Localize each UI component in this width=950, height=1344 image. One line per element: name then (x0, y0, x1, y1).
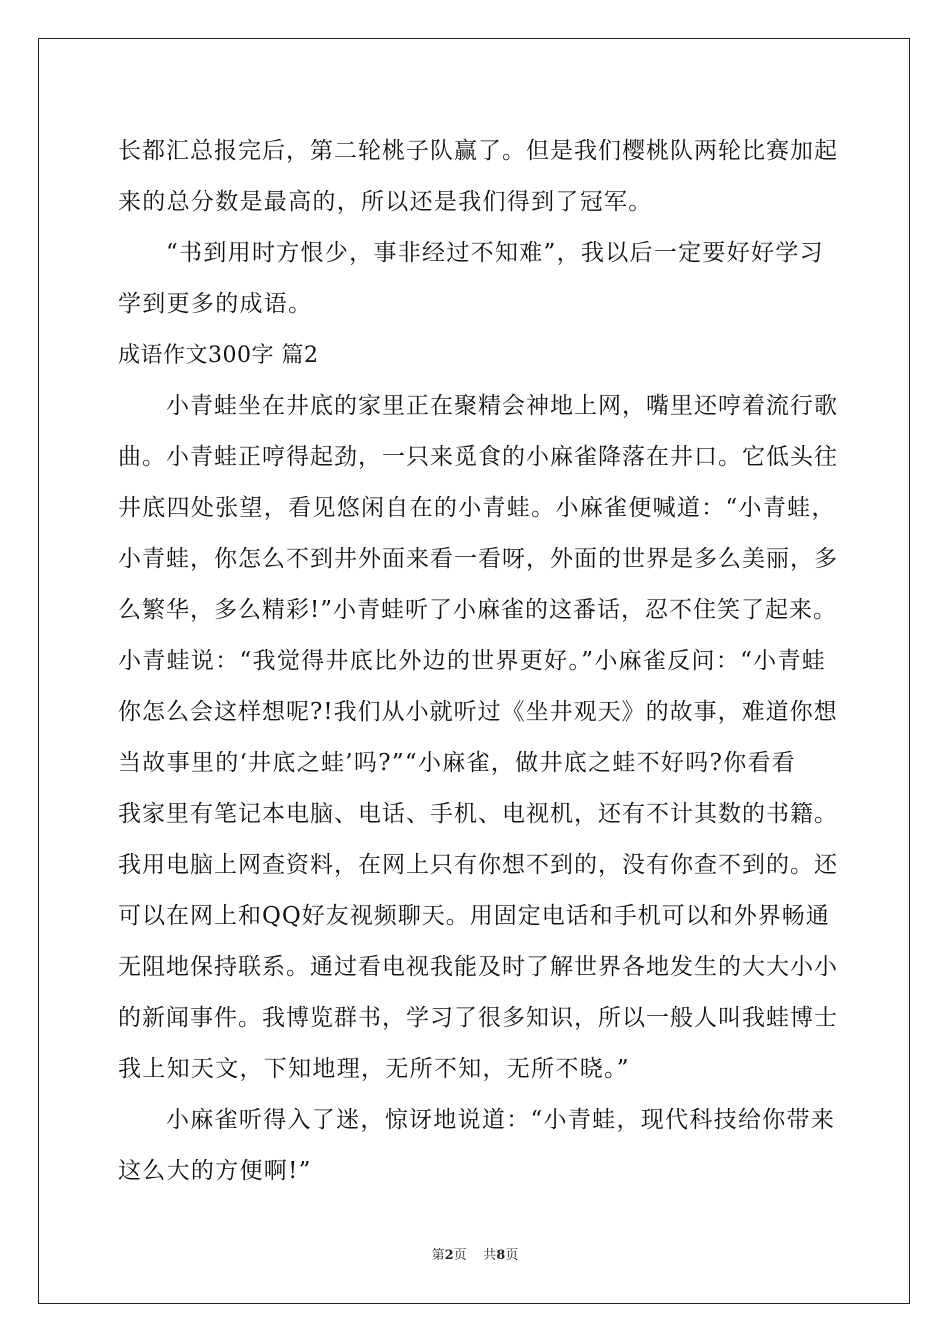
text-line: 曲。小青蛙正哼得起劲，一只来觅食的小麻雀降落在井口。它低头往 (118, 444, 838, 470)
text-line: 小青蛙，你怎么不到井外面来看一看呀，外面的世界是多么美丽，多 (118, 546, 838, 572)
current-page-number: 2 (444, 1248, 454, 1263)
text-line: 我上知天文，下知地理，无所不知，无所不晓。” (118, 1056, 630, 1082)
text-line: 井底四处张望，看见悠闲自在的小青蛙。小麻雀便喊道：“小青蛙， (118, 495, 836, 521)
text-line: 可以在网上和QQ好友视频聊天。用固定电话和手机可以和外界畅通 (118, 903, 830, 929)
text-line: 小青蛙坐在井底的家里正在聚精会神地上网，嘴里还哼着流行歌 (166, 393, 838, 419)
text-line: 小麻雀听得入了迷，惊讶地说道：“小青蛙，现代科技给你带来 (166, 1107, 836, 1133)
total-prefix: 共 (483, 1248, 497, 1263)
text-line: 小青蛙说：“我觉得井底比外边的世界更好。”小麻雀反问：“小青蛙 (118, 648, 827, 674)
document-body (118, 126, 838, 1197)
text-line: 无阻地保持联系。通过看电视我能及时了解世界各地发生的大大小小 (118, 954, 838, 980)
page-prefix: 第 (431, 1248, 445, 1263)
text-line: 当故事里的‘井底之蛙’吗?”“小麻雀，做井底之蛙不好吗?你看看 (118, 750, 797, 776)
text-line: 长都汇总报完后，第二轮桃子队赢了。但是我们樱桃队两轮比赛加起 (118, 138, 838, 164)
total-page-count: 8 (496, 1248, 506, 1263)
text-line: 我用电脑上网查资料，在网上只有你想不到的，没有你查不到的。还 (118, 852, 838, 878)
text-line: 学到更多的成语。 (118, 291, 313, 317)
total-suffix: 页 (505, 1248, 519, 1263)
text-line: 这么大的方便啊!” (118, 1158, 312, 1184)
text-line: “书到用时方恨少，事非经过不知难”，我以后一定要好好学习 (166, 240, 824, 266)
section-heading: 成语作文300字 篇2 (118, 343, 319, 368)
page-footer (0, 1244, 950, 1263)
text-line: 来的总分数是最高的，所以还是我们得到了冠军。 (118, 189, 653, 215)
text-line: 你怎么会这样想呢?!我们从小就听过《坐井观天》的故事，难道你想 (118, 699, 838, 725)
text-line: 么繁华，多么精彩!”小青蛙听了小麻雀的这番话，忍不住笑了起来。 (118, 597, 838, 623)
text-line: 我家里有笔记本电脑、电话、手机、电视机，还有不计其数的书籍。 (118, 801, 838, 827)
text-line: 的新闻事件。我博览群书，学习了很多知识，所以一般人叫我蛙博士 (118, 1005, 838, 1031)
page-suffix: 页 (453, 1248, 467, 1263)
